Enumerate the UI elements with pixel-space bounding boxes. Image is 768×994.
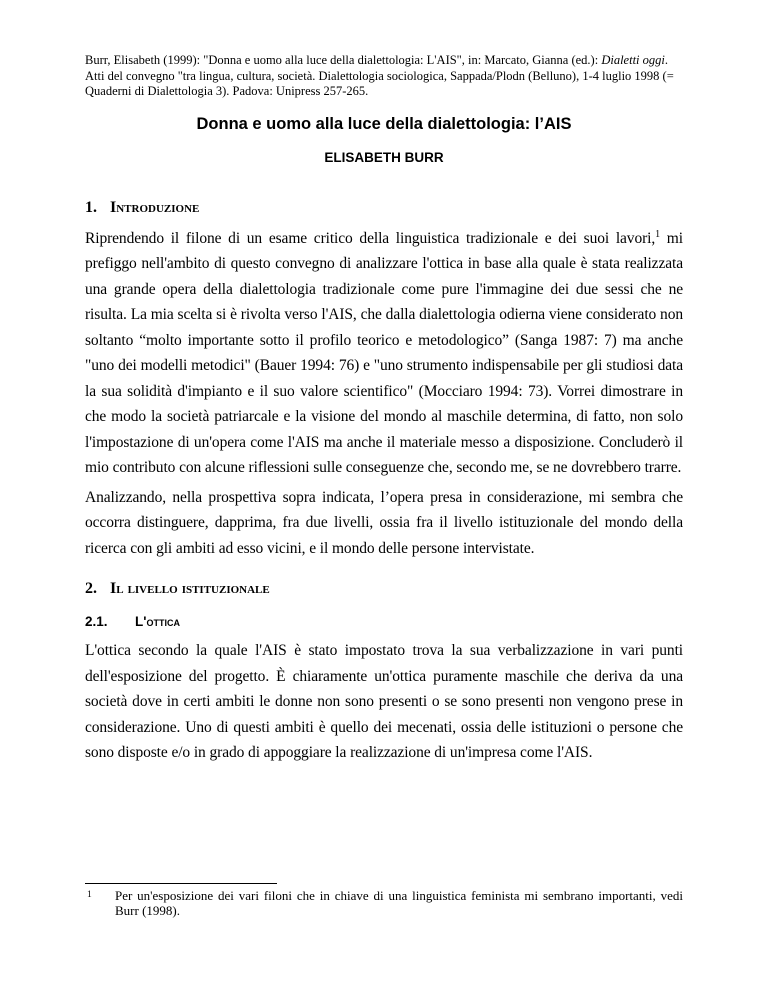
section-2-1-label: L'ottica	[135, 614, 180, 629]
section-1-heading	[85, 198, 683, 218]
paragraph-intro-1-text-a: Riprendendo il filone di un esame critico della linguistica tradizionale e dei suoi lavori,	[85, 229, 656, 247]
section-1-label: Introduzione	[110, 198, 200, 216]
section-1-number: 1.	[85, 198, 97, 216]
paper-title: Donna e uomo alla luce della dialettologia: l’AIS	[196, 114, 572, 133]
footnote-1-text: Per un'esposizione dei vari filoni che in chiave di una linguistica feminista mi sembrano importanti, vedi Burr (1998).	[115, 888, 683, 918]
citation-italic-title: Dialetti oggi	[601, 53, 665, 67]
citation	[85, 53, 683, 100]
section-2-1-heading	[85, 613, 683, 631]
paragraph-ottica: L'ottica secondo la quale l'AIS è stato impostato trova la sua verbalizzazione in vari punti dell'esposizione del progetto. È chiaramente un'ottica puramente maschile che deriva da una società dove in certi ambiti le donne non sono presenti o se sono presenti non vengono prese in considerazione. Uno di questi ambiti è quello dei mecenati, ossia delle istituzioni o persone che sono disposte e/o in grado di appoggiare la realizzazione di un'impresa come l'AIS.	[85, 642, 683, 761]
author-name: ELISABETH BURR	[324, 149, 444, 165]
footnote-area	[85, 883, 683, 918]
citation-text-1: Burr, Elisabeth (1999): "Donna e uomo alla luce della dialettologia: L'AIS", in: Marcato, Gianna (ed.):	[85, 53, 602, 67]
section-2-heading	[85, 579, 683, 599]
section-2-number: 2.	[85, 580, 97, 597]
footnote-1	[85, 889, 683, 918]
section-2-1-number: 2.1.	[85, 614, 108, 629]
footnote-separator-rule	[85, 883, 277, 884]
citation-text-2: . Atti del convegno "tra lingua, cultura, società. Dialettologia sociologica, Sappada/Plodn (Belluno), 1-4 luglio 1998 (= Quaderni di Dialettologia 3). Padova: Unipress 257-265.	[85, 53, 674, 98]
paragraph-intro-1-text-b: mi prefiggo nell'ambito di questo convegno di analizzare l'ottica in base alla quale è stata realizzata una grande opera della dialettologia tradizionale come pure l'immagine dei due sessi che ne risulta. La mia scelta si è rivolta verso l'AIS, che dalla dialettologia odierna viene considerato non soltanto “molto importante sotto il profilo teorico e metodologico” (Sanga 1987: 7) ma anche "uno dei modelli metodici" (Bauer 1994: 76) e "uno strumento indispensabile per gli studiosi data la sua solidità d'impianto e il suo valore scientifico" (Mocciaro 1994: 73). Vorrei dimostrare in che modo la società patriarcale e la visione del mondo al maschile determina, di fatto, non solo l'impostazione di un'opera come l'AIS ma anche il materiale messo a disposizione. Concluderò il mio contributo con alcune riflessioni sulle conseguenze che, secondo me, se ne dovrebbero trarre.	[85, 229, 683, 476]
paragraph-intro-2: Analizzando, nella prospettiva sopra indicata, l’opera presa in considerazione, mi sembra che occorra distinguere, dapprima, fra due livelli, ossia fra il livello istituzionale del mondo della ricerca con gli ambiti ad esso vicini, e il mondo delle persone intervistate.	[85, 488, 683, 557]
paragraph-intro-1	[85, 226, 683, 481]
section-2-label: Il livello istituzionale	[110, 580, 270, 597]
footnote-1-marker: 1	[87, 890, 92, 900]
footnote-reference-1: 1	[655, 228, 661, 240]
